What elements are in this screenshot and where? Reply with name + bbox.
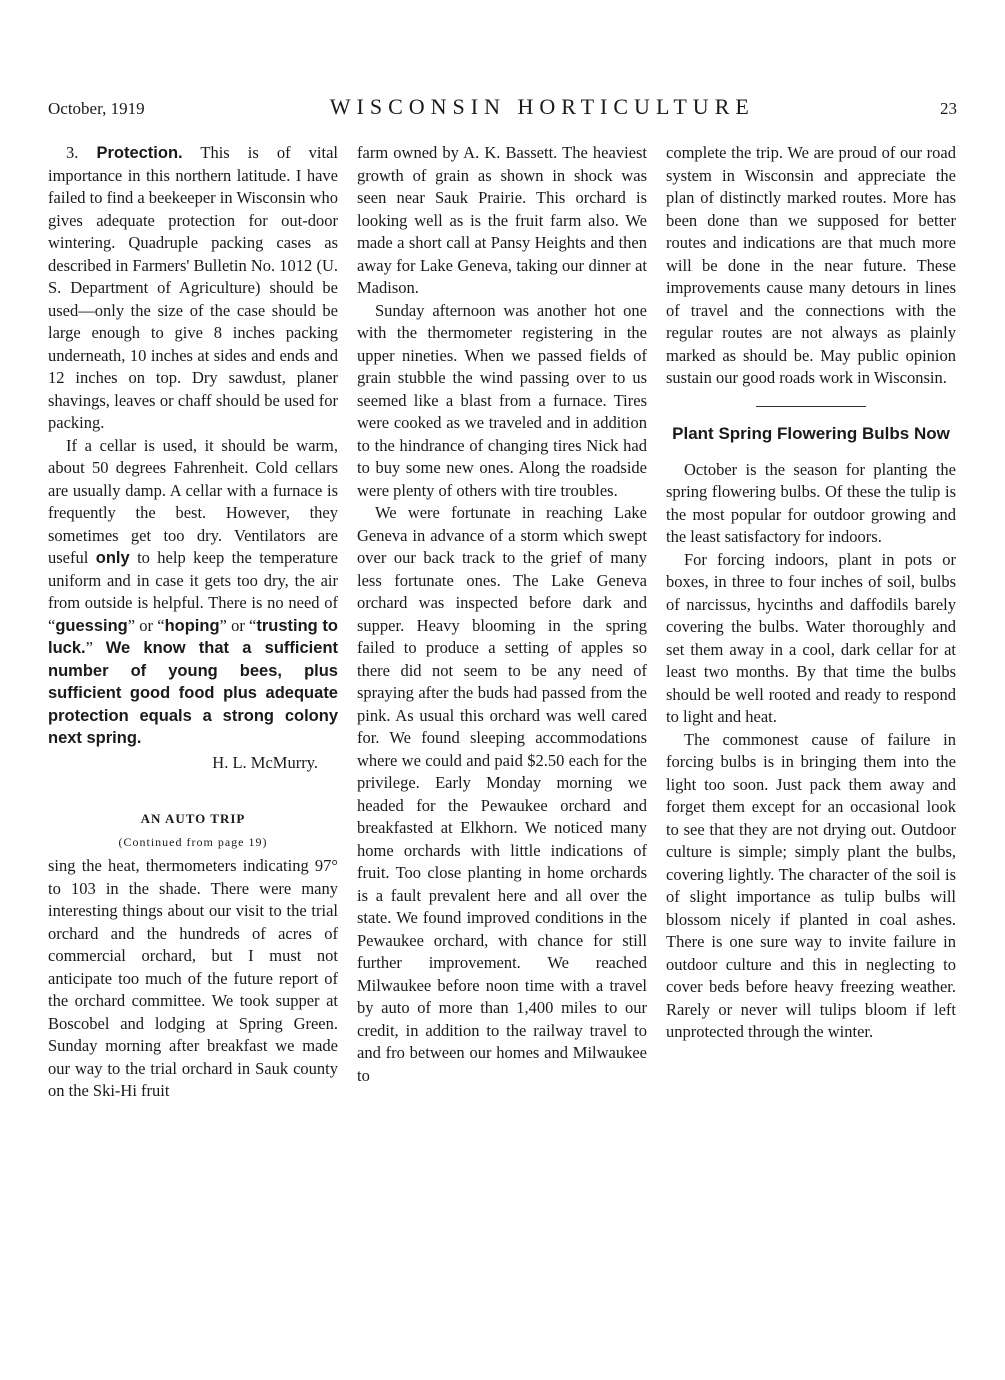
- bulbs-paragraph-1: October is the season for planting the spring flowering bulbs. Of these the tulip is the most popular for outdoor growing and the least satisfactory for indoors.: [666, 459, 956, 546]
- protection-paragraph: [48, 142, 338, 435]
- hoping-emphasis: hoping: [164, 616, 220, 635]
- trusting-emphasis: trusting to luck.: [48, 616, 338, 657]
- protection-text: This is of vital importance in this northern latitude. I have failed to find a beekeeper in Wisconsin who gives adequate protection for out-door wintering. Quadruple packing cases as described in Farmers' Bulletin No. 1012 (U. S. Department of Agriculture) should be used—only the size of the case should be large enough to give 8 inches packing underneath, 10 inches at sides and ends and 12 inches on top. Dry sawdust, planer shavings, leaves or chaff should be used for packing.: [48, 143, 338, 432]
- author-signature: H. L. McMurry.: [212, 752, 318, 772]
- cellar-text-a: If a cellar is used, it should be warm, about 50 degrees Fahrenheit. Cold cellars are usually damp. A cellar with a furnace is frequently the best. However, they sometimes get too dry. Ventilators are useful: [48, 435, 338, 567]
- page-header: [48, 94, 957, 124]
- guessing-emphasis: guessing: [55, 616, 128, 635]
- cellar-text-c: ” or “: [127, 615, 165, 635]
- column-middle: [357, 142, 647, 1087]
- middle-paragraph-2: Sunday afternoon was another hot one with the thermometer registering in the upper nineties. When we passed fields of grain stubble the wind passing over to us seemed like a blast from a furnace. Tires were cooked as we traveled and in addition to the hindrance of changing tires Nick had to buy some new ones. Along the roadside were plenty of others with tire troubles.: [357, 300, 647, 500]
- conclusion-bold: We know that a sufficient number of young bees, plus sufficient good food plus adequate protection equals a strong colony next spring.: [48, 639, 339, 747]
- auto-trip-paragraph: sing the heat, thermometers indicating 97° to 103 in the shade. There were many interesting things about our visit to the trial orchard and the hundreds of acres of commercial orchard, but I must not anticipate too much of the future report of the orchard committee. We took supper at Boscobel and lodging at Spring Green. Sunday morning after breakfast we made our way to the trial orchard in Sauk county on the Ski-Hi fruit: [48, 856, 338, 1100]
- article-title: Plant Spring Flowering Bulbs Now: [672, 423, 950, 443]
- item-number: 3.: [66, 143, 79, 162]
- section-title: AN AUTO TRIP: [140, 811, 246, 826]
- right-paragraph-1: complete the trip. We are proud of our road system in Wisconsin and appreciate the plan of distinctly marked routes. More has been done than we supposed for better routes and indications are that much more will be done in the near future. These improvements cause many detours in lines of travel and the connections with the regular routes are not always as plainly marked as should be. May public opinion sustain our good roads work in Wisconsin.: [666, 143, 956, 387]
- cellar-text-d: ” or “: [219, 615, 257, 635]
- cellar-paragraph: [48, 435, 338, 750]
- only-emphasis: only: [95, 549, 130, 567]
- cellar-text-b: to help keep the temperature uniform and in case it gets too dry, the air from outside is helpful. There is no need of “: [48, 548, 338, 635]
- bulbs-paragraph-2: For forcing indoors, plant in pots or boxes, in three to four inches of soil, bulbs of narcissus, hycinths and daffodils barely covering the bulbs. Water thoroughly and set them away in a cool, dark cellar for at least two months. By that time the bulbs should be well rooted and ready to respond to light and heat.: [666, 549, 956, 726]
- column-right: [666, 142, 956, 1044]
- middle-paragraph-1: farm owned by A. K. Bassett. The heaviest growth of grain as shown in shock was seen near Sauk Prairie. This orchard is looking well as is the fruit farm also. We made a short call at Pansy Heights and then away for Lake Geneva, taking our dinner at Madison.: [357, 143, 647, 297]
- bulbs-paragraph-3: The commonest cause of failure in forcing bulbs is in bringing them into the light too soon. Just pack them away and forget them except for an occasional look to see that they are not drying out. Outdoor culture is simple; simply plant the bulbs, covering lightly. The character of the soil is of slight importance as tulip bulbs will blossom nicely if planted in coal ashes. There is one sure way to invite failure in outdoor culture and this in neglecting to cover beds before heavy freezing weather. Rarely or never will tulips bloom if left unprotected through the winter.: [666, 729, 956, 1041]
- section-continued-note: (Continued from page 19): [118, 834, 268, 849]
- divider-rule: [756, 406, 866, 407]
- journal-title: WISCONSIN HORTICULTURE: [329, 94, 755, 119]
- page-number: 23: [940, 99, 957, 118]
- column-left: [48, 142, 338, 1103]
- cellar-text-e: ”: [85, 638, 93, 657]
- issue-date: October, 1919: [48, 99, 145, 118]
- protection-heading: Protection.: [96, 144, 183, 162]
- middle-paragraph-3: We were fortunate in reaching Lake Geneva in advance of a storm which swept over our back track to the grief of many less fortunate ones. The Lake Geneva orchard was inspected before dark and supper. Heavy blooming in the spring failed to produce a setting of apples so there did not seem to be any need of spraying after the buds had passed from the pink. As usual this orchard was well cared for. We found sleeping accommodations where we could and paid $2.50 each for the privilege. Early Monday morning we headed for the Pewaukee orchard and breakfasted at Elkhorn. We noticed many home orchards with little indications of fruit. Too close planting in home orchards is a fault prevalent here and all over the state. We found improved conditions in the Pewaukee orchard, with chance for still further improvement. We reached Milwaukee before noon time with a travel by auto of more than 1,400 miles to our credit, in addition to the railway travel to and fro between our homes and Milwaukee to: [357, 503, 647, 1085]
